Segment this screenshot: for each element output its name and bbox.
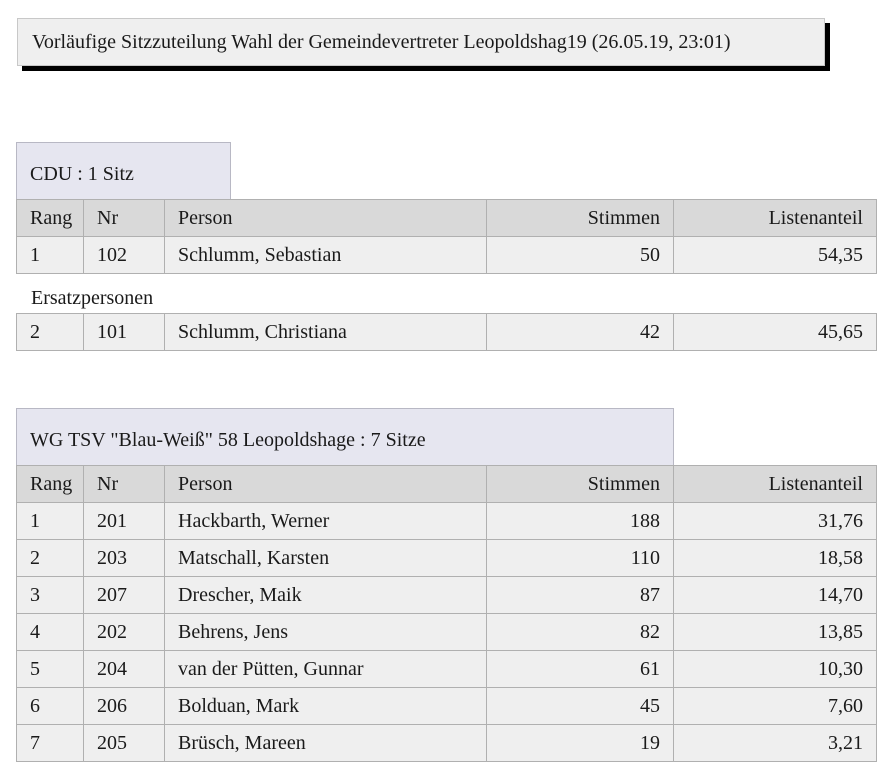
table-row (17, 688, 877, 725)
cell-stimmen: 45 (487, 688, 674, 725)
cell-listenanteil: 7,60 (674, 688, 877, 725)
cell-stimmen: 50 (487, 237, 674, 274)
party-heading-wg-tsv: WG TSV "Blau-Weiß" 58 Leopoldshage : 7 Sitze (16, 408, 674, 465)
cdu-elected-table (16, 199, 877, 274)
col-header-person: Person (165, 466, 487, 503)
table-row (17, 614, 877, 651)
col-header-rang: Rang (17, 200, 84, 237)
col-header-person: Person (165, 200, 487, 237)
cell-nr: 101 (84, 314, 165, 351)
cell-rang: 4 (17, 614, 84, 651)
cell-nr: 205 (84, 725, 165, 762)
cell-stimmen: 82 (487, 614, 674, 651)
cdu-substitutes-table (16, 313, 877, 351)
cell-person: Schlumm, Sebastian (165, 237, 487, 274)
cell-listenanteil: 13,85 (674, 614, 877, 651)
page-title: Vorläufige Sitzzuteilung Wahl der Gemeindevertreter Leopoldshag19 (26.05.19, 23:01) (17, 18, 825, 66)
col-header-nr: Nr (84, 466, 165, 503)
cell-listenanteil: 18,58 (674, 540, 877, 577)
cell-listenanteil: 10,30 (674, 651, 877, 688)
table-row (17, 237, 877, 274)
cell-person: Drescher, Maik (165, 577, 487, 614)
cell-stimmen: 19 (487, 725, 674, 762)
cell-person: Hackbarth, Werner (165, 503, 487, 540)
cell-rang: 1 (17, 237, 84, 274)
cell-listenanteil: 31,76 (674, 503, 877, 540)
cell-person: Behrens, Jens (165, 614, 487, 651)
col-header-listenanteil: Listenanteil (674, 466, 877, 503)
cell-person: van der Pütten, Gunnar (165, 651, 487, 688)
cell-rang: 1 (17, 503, 84, 540)
col-header-stimmen: Stimmen (487, 200, 674, 237)
cell-person: Schlumm, Christiana (165, 314, 487, 351)
cell-listenanteil: 54,35 (674, 237, 877, 274)
cell-rang: 5 (17, 651, 84, 688)
cell-rang: 2 (17, 540, 84, 577)
table-header-row (17, 200, 877, 237)
table-row (17, 503, 877, 540)
cell-person: Brüsch, Mareen (165, 725, 487, 762)
table-row (17, 725, 877, 762)
cell-person: Matschall, Karsten (165, 540, 487, 577)
table-row (17, 540, 877, 577)
cell-rang: 7 (17, 725, 84, 762)
table-row (17, 314, 877, 351)
cell-stimmen: 110 (487, 540, 674, 577)
cell-nr: 102 (84, 237, 165, 274)
cell-nr: 204 (84, 651, 165, 688)
col-header-listenanteil: Listenanteil (674, 200, 877, 237)
cell-stimmen: 87 (487, 577, 674, 614)
table-header-row (17, 466, 877, 503)
cell-nr: 202 (84, 614, 165, 651)
cell-rang: 3 (17, 577, 84, 614)
table-row (17, 651, 877, 688)
party-heading-cdu: CDU : 1 Sitz (16, 142, 231, 199)
col-header-rang: Rang (17, 466, 84, 503)
cell-nr: 207 (84, 577, 165, 614)
cell-stimmen: 42 (487, 314, 674, 351)
cell-listenanteil: 14,70 (674, 577, 877, 614)
wg-tsv-elected-table (16, 465, 877, 762)
cell-listenanteil: 3,21 (674, 725, 877, 762)
table-row (17, 577, 877, 614)
col-header-nr: Nr (84, 200, 165, 237)
cell-stimmen: 188 (487, 503, 674, 540)
cell-stimmen: 61 (487, 651, 674, 688)
cell-nr: 201 (84, 503, 165, 540)
substitutes-label: Ersatzpersonen (31, 287, 154, 309)
cell-rang: 2 (17, 314, 84, 351)
cell-rang: 6 (17, 688, 84, 725)
cell-person: Bolduan, Mark (165, 688, 487, 725)
cell-listenanteil: 45,65 (674, 314, 877, 351)
cell-nr: 203 (84, 540, 165, 577)
cell-nr: 206 (84, 688, 165, 725)
col-header-stimmen: Stimmen (487, 466, 674, 503)
